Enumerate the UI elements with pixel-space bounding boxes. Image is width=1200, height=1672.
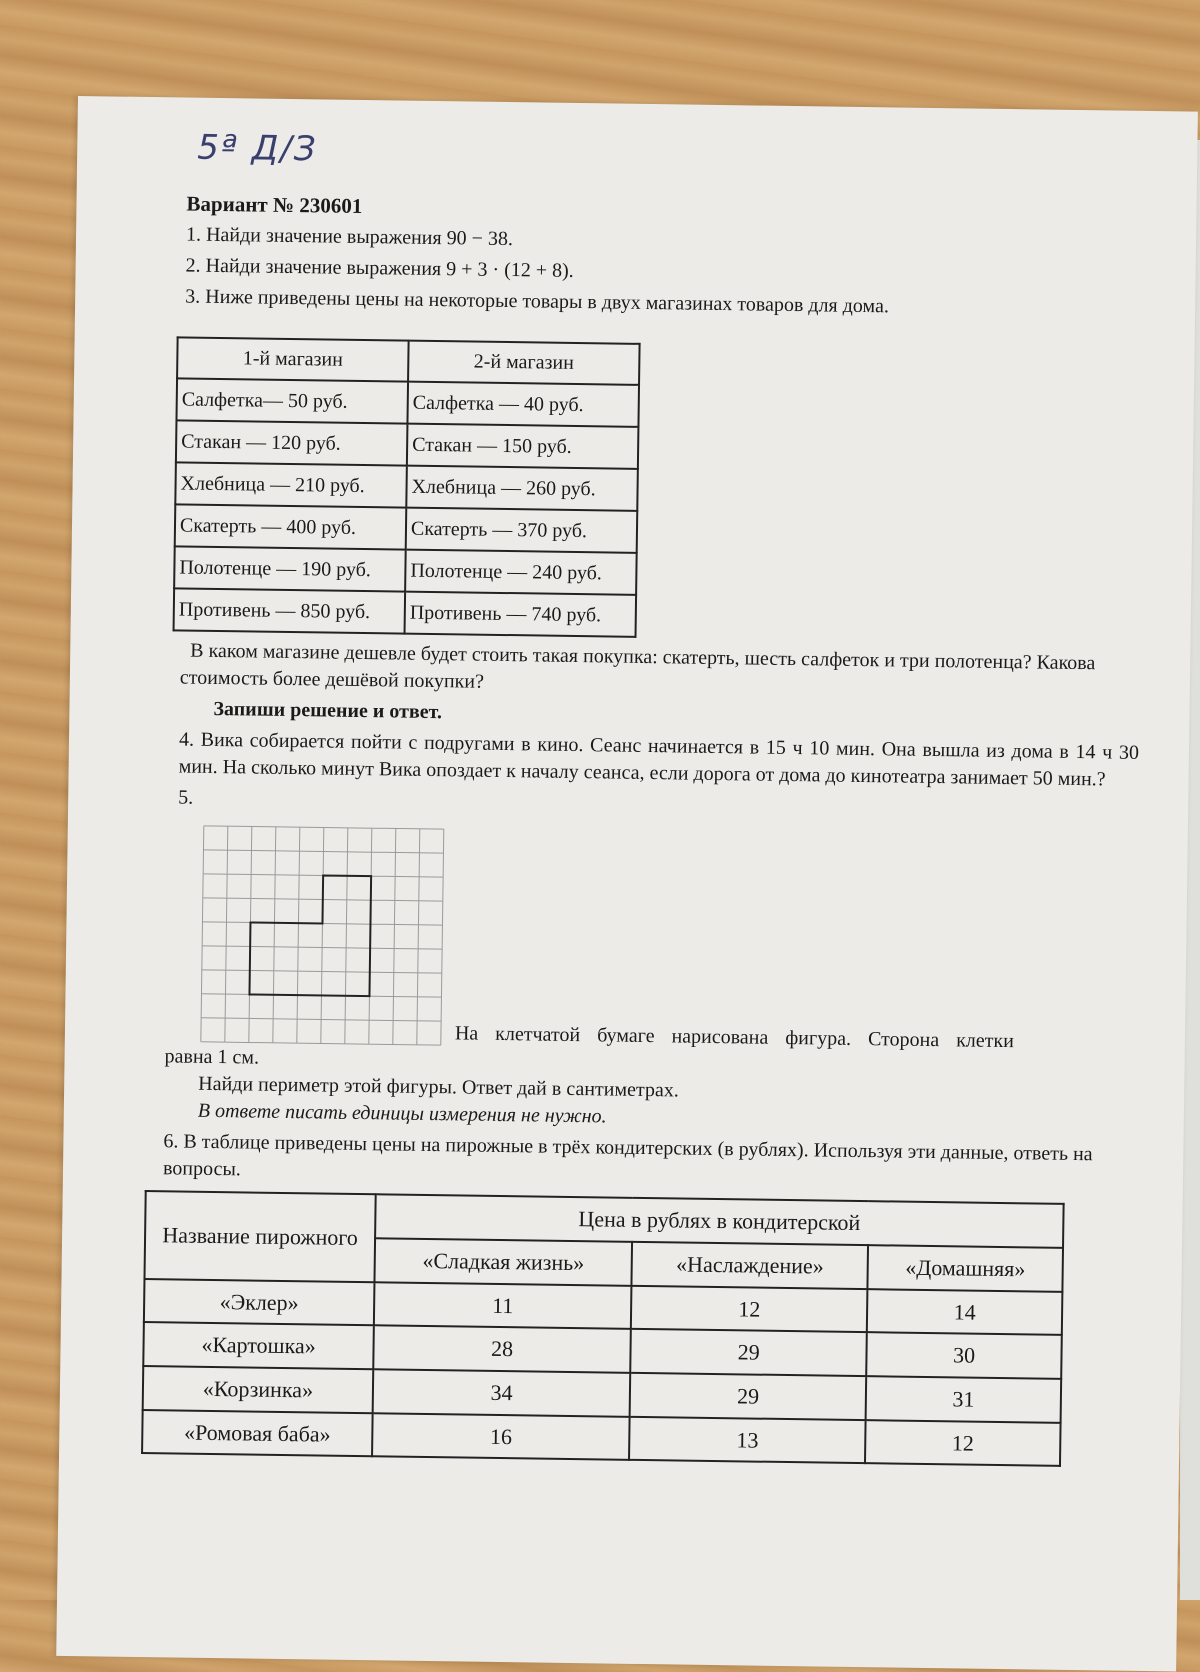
cakes-header-row-1 [145, 1191, 1064, 1248]
shop-1-cell: Полотенце — 190 руб. [174, 547, 406, 592]
cake-name: «Корзинка» [143, 1366, 374, 1413]
table-row [176, 421, 639, 469]
question-3-text: В каком магазине дешевле будет стоить такая покупка: скатерть, шесть салфеток и три полотенца? Какова стоимость более дешёвой покупки? [179, 639, 1096, 694]
price-cell: 31 [866, 1376, 1061, 1422]
question-5-note: В ответе писать единицы измерения не нужно. [197, 1100, 607, 1128]
question-5-task: Найди периметр этой фигуры. Ответ дай в сантиметрах. [198, 1073, 679, 1102]
cake-name: «Ромовая баба» [142, 1410, 373, 1457]
shop-2-cell: Полотенце — 240 руб. [405, 550, 637, 595]
shop-1-cell: Стакан — 120 руб. [176, 421, 408, 466]
grid-line [225, 827, 228, 1043]
shop-header: «Сладкая жизнь» [374, 1238, 632, 1285]
grid-line [417, 829, 420, 1045]
price-cell: 14 [867, 1289, 1062, 1335]
table-row [175, 505, 638, 553]
shops-price-table [173, 337, 641, 638]
grid-paper [199, 824, 452, 1047]
shop-header: «Наслаждение» [632, 1242, 869, 1289]
table-row [174, 547, 637, 595]
grid-figure [199, 824, 452, 1047]
question-4: 4. Вика собирается пойти с подругами в кино. Сеанс начинается в 15 ч 10 мин. Она вышла из дома в 14 ч 30 мин. На сколько минут Вика опоздает к началу сеанса, если дорога от дома до кинотеатра занимает 50 мин.? [178, 728, 1140, 791]
grid-line [297, 828, 300, 1044]
shop-1-header: 1-й магазин [177, 338, 409, 382]
question-6: 6. В таблице приведены цены на пирожные в трёх кондитерских (в рублях). Используя эти данные, ответь на вопросы. [162, 1130, 1093, 1181]
question-5-text-a: На клетчатой бумаге нарисована фигура. Сторона клетки [454, 1022, 1015, 1053]
shop-2-cell: Противень — 740 руб. [405, 592, 637, 637]
shops-table-header [177, 338, 640, 385]
question-5-number: 5. [178, 786, 194, 810]
grid-line [201, 826, 204, 1042]
handwritten-note: 5ª Д/З [197, 127, 318, 170]
shop-1-cell: Хлебница — 210 руб. [175, 463, 407, 508]
price-cell: 29 [630, 1373, 867, 1420]
worksheet-content [162, 190, 1147, 1469]
cakes-price-table [141, 1190, 1065, 1467]
question-3-instruction: Запиши решение и ответ. [213, 698, 443, 724]
shop-header: «Домашняя» [868, 1245, 1063, 1291]
price-cell: 16 [372, 1413, 630, 1460]
question-2: 2. Найди значение выражения 9 + 3 · (12 + 8). [185, 254, 574, 283]
price-cell: 29 [630, 1329, 867, 1376]
shop-1-cell: Салфетка— 50 руб. [176, 379, 408, 424]
grid-line [273, 827, 276, 1043]
shop-2-header: 2-й магазин [408, 341, 640, 385]
shop-1-cell: Скатерть — 400 руб. [175, 505, 407, 550]
price-cell: 11 [374, 1282, 632, 1329]
grid-line [321, 828, 324, 1044]
variant-title: Вариант № 230601 [186, 191, 363, 218]
shop-2-cell: Скатерть — 370 руб. [406, 508, 638, 553]
shop-2-cell: Салфетка — 40 руб. [407, 382, 639, 427]
cake-name: «Картошка» [143, 1322, 374, 1369]
grid-line [441, 830, 444, 1046]
shop-2-cell: Стакан — 150 руб. [407, 424, 639, 469]
price-cell: 13 [629, 1417, 866, 1464]
price-cell: 28 [373, 1326, 631, 1373]
price-cell: 30 [866, 1333, 1061, 1379]
figure-outline [249, 875, 371, 997]
question-1: 1. Найди значение выражения 90 − 38. [185, 223, 514, 251]
grid-line [345, 828, 348, 1044]
table-row [174, 589, 637, 637]
question-5-block [175, 816, 1138, 1057]
cake-name-header: Название пирожного [144, 1191, 375, 1282]
price-cell: 34 [373, 1369, 631, 1416]
grid-line [393, 829, 396, 1045]
shop-1-cell: Противень — 850 руб. [174, 589, 406, 634]
shop-2-cell: Хлебница — 260 руб. [406, 466, 638, 511]
table-row [176, 379, 639, 427]
question-3: 3. Ниже приведены цены на некоторые товары в двух магазинах товаров для дома. [185, 285, 890, 318]
worksheet-page [56, 96, 1198, 1671]
table-row [175, 463, 638, 511]
price-cell: 12 [865, 1420, 1060, 1466]
cake-name: «Эклер» [144, 1279, 375, 1326]
price-cell: 12 [631, 1286, 868, 1333]
question-5-text-b: равна 1 см. [164, 1045, 260, 1069]
price-group-header: Цена в рублях в кондитерской [375, 1195, 1064, 1248]
